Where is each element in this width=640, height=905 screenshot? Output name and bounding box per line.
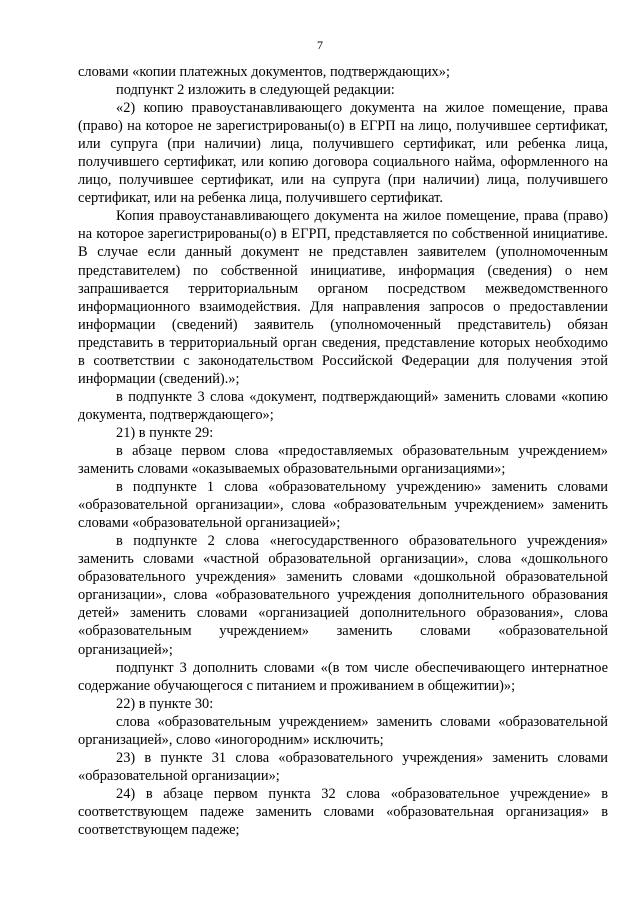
page-number: 7 [317,38,323,52]
paragraph-3: «2) копию правоустанавливающего документа на жилое помещение, права (право) на которое не зарегистрированы(о) в ЕГРП на лицо, получившее сертификат, или супруга (при наличии) лица, получившего сертификат, или ребенка лица, получившего сертификат, или копию договора социального найма, оформленного на лицо, получившее сертификат, или на супруга (при наличии) лица, получившего сертификат, или на ребенка лица, получившего сертификат. [78,100,608,207]
paragraph-12: слова «образовательным учреждением» заменить словами «образовательной организацией», слово «иногородним» исключить; [78,713,608,748]
paragraph-5: в подпункте 3 слова «документ, подтверждающий» заменить словами «копию документа, подтверждающего»; [78,388,608,423]
paragraph-10: подпункт 3 дополнить словами «(в том числе обеспечивающего интернатное содержание обучающегося с питанием и проживанием в общежитии)»; [78,659,608,694]
paragraph-14: 24) в абзаце первом пункта 32 слова «образовательное учреждение» в соответствующем падеже заменить словами «образовательная организация» в соответствующем падеже; [78,785,608,838]
paragraph-1: словами «копии платежных документов, подтверждающих»; [78,64,450,80]
paragraph-4: Копия правоустанавливающего документа на жилое помещение, права (право) на которое зарегистрированы(о) в ЕГРП, представляется по собственной инициативе. В случае если данный документ не представлен заявителем (уполномоченным представителем) по собственной инициативе, информация (сведения) о нем запрашивается территориальным органом посредством межведомственного информационного взаимодействия. Для направления запросов о предоставлении информации (сведений) заявитель (уполномоченный представитель) обязан представить в территориальный орган сведения, представление которых необходимо в соответствии с законодательством Российской Федерации для получения этой информации (сведений).»; [78,208,608,387]
paragraph-8: в подпункте 1 слова «образовательному учреждению» заменить словами «образовательной организации», слова «образовательным учреждением» заменить словами «образовательной организацией»; [78,479,608,532]
paragraph-7: в абзаце первом слова «предоставляемых образовательным учреждением» заменить словами «оказываемых образовательными организациями»; [78,442,608,478]
paragraph-6: 21) в пункте 29: [116,424,214,441]
document-body [78,63,608,839]
paragraph-13: 23) в пункте 31 слова «образовательного учреждения» заменить словами «образовательной организации»; [78,749,608,784]
paragraph-2: подпункт 2 изложить в следующей редакции: [116,82,395,99]
paragraph-9: в подпункте 2 слова «негосударственного образовательного учреждения» заменить словами «частной образовательной организации», слова «дошкольного образовательного учреждения» заменить словами «дошкольной образовательной организации», слова «образовательного учреждения дополнительного образования детей» заменить словами «организацией дополнительного образования», слова «образовательным учреждением» заменить словами «образовательной организацией»; [78,533,608,658]
paragraph-11: 22) в пункте 30: [116,695,214,712]
